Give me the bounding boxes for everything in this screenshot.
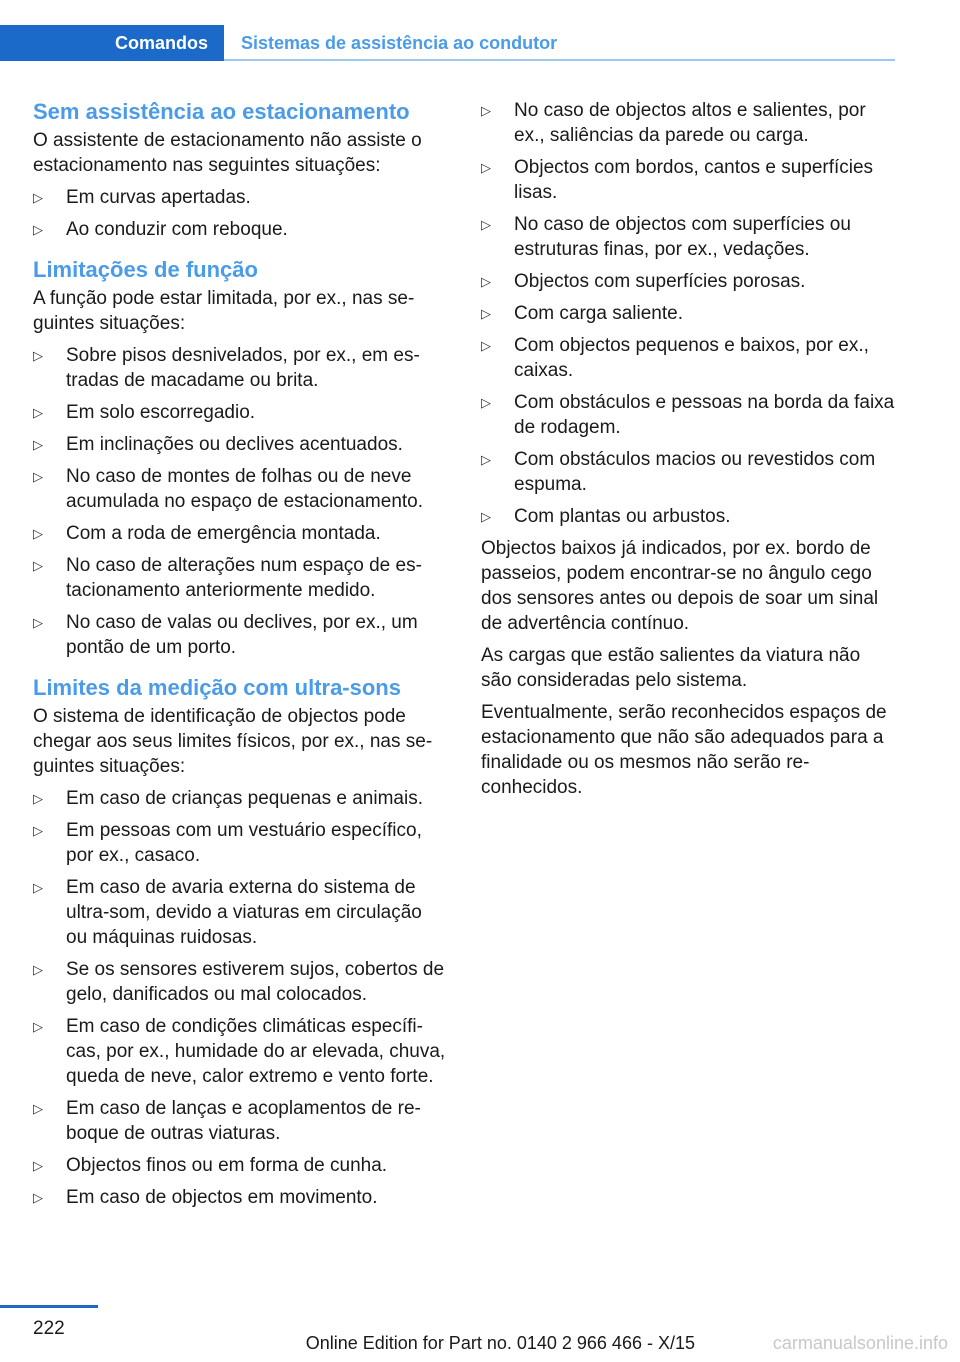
triangle-bullet-icon: ▷ <box>33 962 43 977</box>
intro-ultra-sons: O sistema de identificação de objectos pode chegar aos seus limites físicos, por ex., nas se- guintes situações: <box>33 706 433 777</box>
list-item: ▷ Em caso de crianças pequenas e animais. <box>33 788 423 809</box>
paragraph-angulo-cego: Objectos baixos já indicados, por ex. bordo de passeios, podem encontrar-se no ângulo cego dos sensores antes ou depois de soar um sinal de advertência contínuo. <box>481 538 879 634</box>
right-column <box>481 98 896 807</box>
chapter-tab: Comandos <box>0 25 224 61</box>
list-item: ▷ Em caso de avaria externa do sistema de ultra-som, devido a viaturas em circulação ou máquinas ruidosas. <box>33 877 422 948</box>
triangle-bullet-icon: ▷ <box>481 217 491 232</box>
triangle-bullet-icon: ▷ <box>33 348 43 363</box>
heading-sem-assistencia: Sem assistência ao estacionamento <box>33 99 410 124</box>
triangle-bullet-icon: ▷ <box>33 1019 43 1034</box>
list-item: ▷ No caso de objectos com superfícies ou estruturas finas, por ex., vedações. <box>481 214 851 260</box>
list-item: ▷ Com a roda de emergência montada. <box>33 523 381 544</box>
triangle-bullet-icon: ▷ <box>33 1101 43 1116</box>
left-column <box>33 98 448 1217</box>
list-ultra-sons <box>33 786 448 1210</box>
triangle-bullet-icon: ▷ <box>481 509 491 524</box>
list-item: ▷ Em caso de objectos em movimento. <box>33 1187 378 1208</box>
paragraph-espacos: Eventualmente, serão reconhecidos espaços de estacionamento que não são adequados para a finalidade ou os mesmos não serão re- conhecidos. <box>481 702 887 798</box>
triangle-bullet-icon: ▷ <box>481 306 491 321</box>
list-item: ▷ Se os sensores estiverem sujos, cobertos de gelo, danificados ou mal colocados. <box>33 959 445 1005</box>
triangle-bullet-icon: ▷ <box>33 880 43 895</box>
triangle-bullet-icon: ▷ <box>33 437 43 452</box>
list-item: ▷ No caso de montes de folhas ou de neve acumulada no espaço de estacionamento. <box>33 466 424 512</box>
triangle-bullet-icon: ▷ <box>481 160 491 175</box>
triangle-bullet-icon: ▷ <box>33 1158 43 1173</box>
list-item: ▷ Objectos com bordos, cantos e superfícies lisas. <box>481 157 874 203</box>
list-item: ▷ Com objectos pequenos e baixos, por ex., caixas. <box>481 335 869 381</box>
watermark: carmanualsonline.info <box>772 1333 948 1353</box>
list-item: ▷ No caso de objectos altos e salientes, por ex., saliências da parede ou carga. <box>481 100 866 146</box>
list-limitacoes <box>33 343 448 660</box>
heading-limitacoes: Limitações de função <box>33 257 258 282</box>
list-item: ▷ Com obstáculos macios ou revestidos com espuma. <box>481 449 876 495</box>
triangle-bullet-icon: ▷ <box>33 823 43 838</box>
list-item: ▷ Com carga saliente. <box>481 303 683 324</box>
heading-ultra-sons: Limites da medição com ultra-sons <box>33 675 401 700</box>
triangle-bullet-icon: ▷ <box>33 615 43 630</box>
list-item: ▷ No caso de alterações num espaço de es- tacionamento anteriormente medido. <box>33 555 422 601</box>
triangle-bullet-icon: ▷ <box>33 222 43 237</box>
footer-divider <box>0 1305 98 1308</box>
list-item: ▷ Objectos com superfícies porosas. <box>481 271 806 292</box>
list-item: ▷ Com obstáculos e pessoas na borda da faixa de rodagem. <box>481 392 895 438</box>
triangle-bullet-icon: ▷ <box>33 405 43 420</box>
intro-sem-assistencia: O assistente de estacionamento não assiste o estacionamento nas seguintes situações: <box>33 130 422 176</box>
list-item: ▷ Sobre pisos desnivelados, por ex., em es- tradas de macadame ou brita. <box>33 345 420 391</box>
page-header <box>0 25 895 61</box>
list-item: ▷ Em inclinações ou declives acentuados. <box>33 434 403 455</box>
intro-limitacoes: A função pode estar limitada, por ex., nas se- guintes situações: <box>33 288 415 334</box>
section-title: Sistemas de assistência ao condutor <box>241 33 558 53</box>
triangle-bullet-icon: ▷ <box>33 558 43 573</box>
triangle-bullet-icon: ▷ <box>33 469 43 484</box>
triangle-bullet-icon: ▷ <box>481 338 491 353</box>
list-item: ▷ No caso de valas ou declives, por ex., um pontão de um porto. <box>33 612 418 658</box>
triangle-bullet-icon: ▷ <box>33 791 43 806</box>
page-number: 222 <box>33 1318 65 1339</box>
triangle-bullet-icon: ▷ <box>481 395 491 410</box>
list-item: ▷ Em curvas apertadas. <box>33 187 251 208</box>
edition-note: Online Edition for Part no. 0140 2 966 466 - X/15 <box>305 1333 695 1353</box>
list-item: ▷ Objectos finos ou em forma de cunha. <box>33 1155 388 1176</box>
triangle-bullet-icon: ▷ <box>33 190 43 205</box>
list-item: ▷ Com plantas ou arbustos. <box>481 506 731 527</box>
list-item: ▷ Em caso de condições climáticas específi- cas, por ex., humidade do ar elevada, chuva, queda de neve, calor extremo e vento forte. <box>33 1016 446 1087</box>
header-divider <box>224 59 895 61</box>
list-item: ▷ Em caso de lanças e acoplamentos de re- boque de outras viaturas. <box>33 1098 421 1144</box>
triangle-bullet-icon: ▷ <box>481 452 491 467</box>
triangle-bullet-icon: ▷ <box>481 103 491 118</box>
triangle-bullet-icon: ▷ <box>33 1190 43 1205</box>
list-item: ▷ Ao conduzir com reboque. <box>33 219 288 240</box>
paragraph-cargas: As cargas que estão salientes da viatura não são consideradas pelo sistema. <box>481 645 861 691</box>
list-item: ▷ Em solo escorregadio. <box>33 402 256 423</box>
list-sem-assistencia <box>33 185 448 242</box>
triangle-bullet-icon: ▷ <box>33 526 43 541</box>
list-ultra-sons-continued <box>481 98 896 529</box>
triangle-bullet-icon: ▷ <box>481 274 491 289</box>
list-item: ▷ Em pessoas com um vestuário específico, por ex., casaco. <box>33 820 422 866</box>
